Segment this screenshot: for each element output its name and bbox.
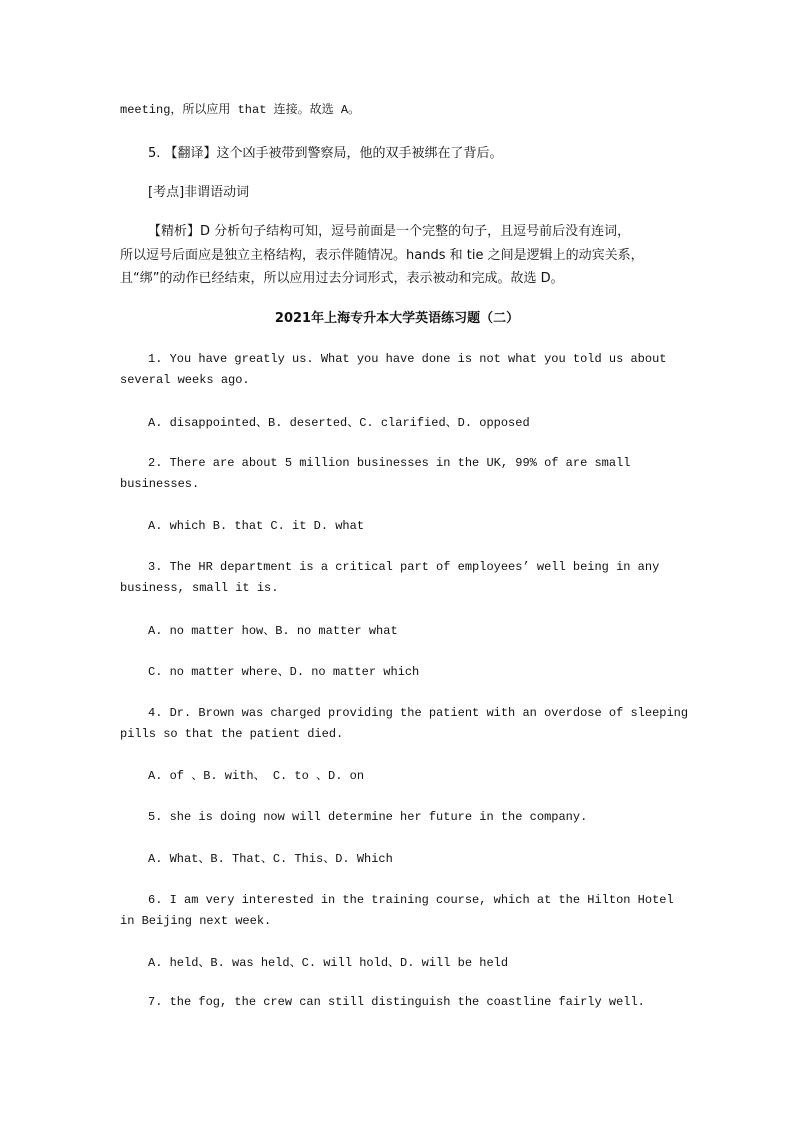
item5-translation: 5. 【翻译】这个凶手被带到警察局，他的双手被绑在了背后。 bbox=[148, 146, 503, 161]
item5-analysis-line1: 【精析】D 分析句子结构可知，逗号前面是一个完整的句子，且逗号前后没有连词， bbox=[148, 224, 631, 239]
question-3-options2: C. no matter where、D. no matter which bbox=[148, 665, 420, 679]
question-2-line1: 2. There are about 5 million businesses in the UK, 99% of are small bbox=[148, 456, 631, 470]
question-3-line2: business, small it is. bbox=[120, 581, 279, 595]
section-title: 2021年上海专升本大学英语练习题（二） bbox=[274, 311, 520, 326]
question-6-line2: in Beijing next week. bbox=[120, 914, 272, 928]
question-7-line1: 7. the fog, the crew can still distinguish the coastline fairly well. bbox=[148, 995, 645, 1009]
question-4-line2: pills so that the patient died. bbox=[120, 727, 344, 741]
question-4-options: A. of 、B. with、 C. to 、D. on bbox=[148, 769, 365, 783]
item5-analysis-line2: 所以逗号后面应是独立主格结构，表示伴随情况。hands 和 tie 之间是逻辑上的动宾关系， bbox=[120, 248, 644, 263]
question-1-options: A. disappointed、B. deserted、C. clarified、D. opposed bbox=[148, 416, 530, 430]
question-1-line1: 1. You have greatly us. What you have done is not what you told us about bbox=[148, 352, 667, 366]
question-1-line2: several weeks ago. bbox=[120, 373, 250, 387]
item5-point: [考点]非谓语动词 bbox=[148, 185, 250, 200]
question-2-options: A. which B. that C. it D. what bbox=[148, 519, 365, 533]
question-2-line2: businesses. bbox=[120, 477, 200, 491]
explanation-line: meeting，所以应用 that 连接。故选 A。 bbox=[120, 103, 361, 117]
question-4-line1: 4. Dr. Brown was charged providing the patient with an overdose of sleeping bbox=[148, 706, 689, 720]
question-3-line1: 3. The HR department is a critical part of employees’ well being in any bbox=[148, 560, 660, 574]
question-5-line1: 5. she is doing now will determine her future in the company. bbox=[148, 810, 588, 824]
question-6-options: A. held、B. was held、C. will hold、D. will be held bbox=[148, 956, 509, 970]
question-5-options: A. What、B. That、C. This、D. Which bbox=[148, 852, 393, 866]
question-3-options: A. no matter how、B. no matter what bbox=[148, 624, 398, 638]
question-6-line1: 6. I am very interested in the training course, which at the Hilton Hotel bbox=[148, 893, 674, 907]
item5-analysis-line3: 且“绑”的动作已经结束，所以应用过去分词形式，表示被动和完成。故选 D。 bbox=[120, 271, 564, 286]
